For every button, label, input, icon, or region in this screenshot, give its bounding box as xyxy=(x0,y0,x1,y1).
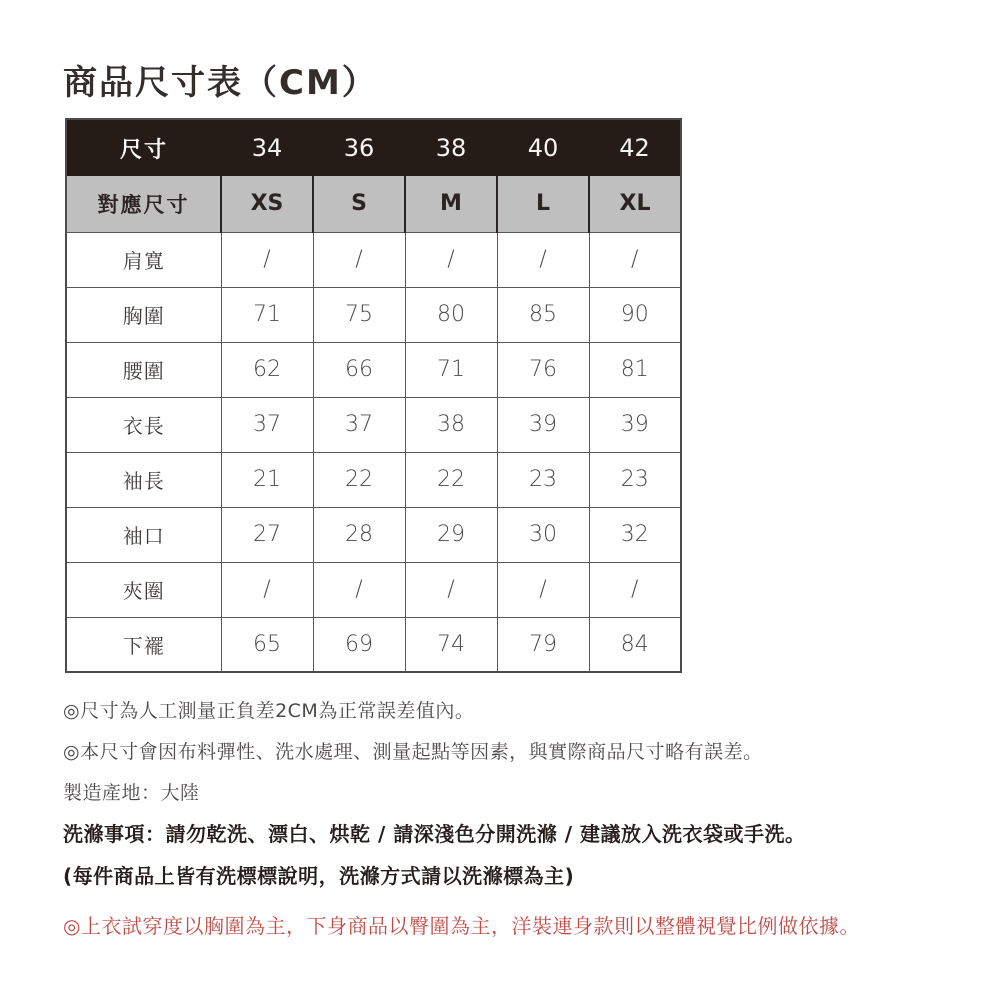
size-header-value: 40 xyxy=(497,119,589,176)
size-header-value: 38 xyxy=(405,119,497,176)
size-variance-note: ◎本尺寸會因布料彈性、洗水處理、測量起點等因素，與實際商品尺寸略有誤差。 xyxy=(63,740,763,763)
cell-value: 37 xyxy=(221,397,313,452)
row-label: 下襬 xyxy=(66,617,221,672)
size-header-value: 34 xyxy=(221,119,313,176)
size-header-value: 42 xyxy=(589,119,681,176)
cell-value: 22 xyxy=(313,452,405,507)
cell-value: 65 xyxy=(221,617,313,672)
table-row xyxy=(66,342,681,397)
cell-value: 62 xyxy=(221,342,313,397)
cell-value: 71 xyxy=(405,342,497,397)
size-table xyxy=(65,118,682,673)
table-row xyxy=(66,617,681,672)
cell-value: 71 xyxy=(221,287,313,342)
size-header-value: 36 xyxy=(313,119,405,176)
cell-value: 27 xyxy=(221,507,313,562)
cell-value: / xyxy=(313,562,405,617)
corresponding-size-row xyxy=(66,176,681,232)
table-row xyxy=(66,397,681,452)
corresponding-size-value: XS xyxy=(221,176,313,232)
cell-value: / xyxy=(497,562,589,617)
cell-value: 66 xyxy=(313,342,405,397)
corresponding-size-value: L xyxy=(497,176,589,232)
cell-value: 69 xyxy=(313,617,405,672)
corresponding-size-value: S xyxy=(313,176,405,232)
corresponding-size-value: XL xyxy=(589,176,681,232)
cell-value: 85 xyxy=(497,287,589,342)
notes-section xyxy=(63,700,963,956)
washing-label-note: (每件商品上皆有洗標標說明，洗滌方式請以洗滌標為主) xyxy=(63,864,575,889)
cell-value: / xyxy=(221,562,313,617)
cell-value: 22 xyxy=(405,452,497,507)
row-label: 腰圍 xyxy=(66,342,221,397)
fit-guidance-note: ◎上衣試穿度以胸圍為主，下身商品以臀圍為主，洋裝連身款則以整體視覺比例做依據。 xyxy=(63,914,860,939)
cell-value: 39 xyxy=(589,397,681,452)
cell-value: 90 xyxy=(589,287,681,342)
cell-value: 39 xyxy=(497,397,589,452)
cell-value: 23 xyxy=(589,452,681,507)
cell-value: 76 xyxy=(497,342,589,397)
table-row xyxy=(66,287,681,342)
corresponding-size-label: 對應尺寸 xyxy=(66,176,221,232)
row-label: 胸圍 xyxy=(66,287,221,342)
cell-value: / xyxy=(405,562,497,617)
cell-value: / xyxy=(589,562,681,617)
cell-value: 37 xyxy=(313,397,405,452)
size-header-label: 尺寸 xyxy=(66,119,221,176)
cell-value: 79 xyxy=(497,617,589,672)
origin-note: 製造產地：大陸 xyxy=(63,781,200,804)
size-header-row xyxy=(66,119,681,176)
cell-value: 38 xyxy=(405,397,497,452)
row-label: 衣長 xyxy=(66,397,221,452)
row-label: 夾圈 xyxy=(66,562,221,617)
row-label: 袖長 xyxy=(66,452,221,507)
cell-value: 30 xyxy=(497,507,589,562)
table-row xyxy=(66,507,681,562)
corresponding-size-value: M xyxy=(405,176,497,232)
cell-value: 75 xyxy=(313,287,405,342)
cell-value: 84 xyxy=(589,617,681,672)
cell-value: 32 xyxy=(589,507,681,562)
cell-value: 23 xyxy=(497,452,589,507)
table-row xyxy=(66,232,681,287)
row-label: 袖口 xyxy=(66,507,221,562)
table-row xyxy=(66,452,681,507)
cell-value: / xyxy=(221,232,313,287)
cell-value: 81 xyxy=(589,342,681,397)
cell-value: / xyxy=(313,232,405,287)
measurement-tolerance-note: ◎尺寸為人工測量正負差2CM為正常誤差值內。 xyxy=(63,700,475,722)
cell-value: / xyxy=(589,232,681,287)
washing-instructions: 洗滌事項：請勿乾洗、漂白、烘乾 / 請深淺色分開洗滌 / 建議放入洗衣袋或手洗。 xyxy=(63,822,806,847)
cell-value: / xyxy=(405,232,497,287)
table-row xyxy=(66,562,681,617)
row-label: 肩寬 xyxy=(66,232,221,287)
cell-value: 29 xyxy=(405,507,497,562)
cell-value: 74 xyxy=(405,617,497,672)
cell-value: 80 xyxy=(405,287,497,342)
cell-value: / xyxy=(497,232,589,287)
cell-value: 28 xyxy=(313,507,405,562)
page-title: 商品尺寸表（CM） xyxy=(63,63,378,103)
cell-value: 21 xyxy=(221,452,313,507)
